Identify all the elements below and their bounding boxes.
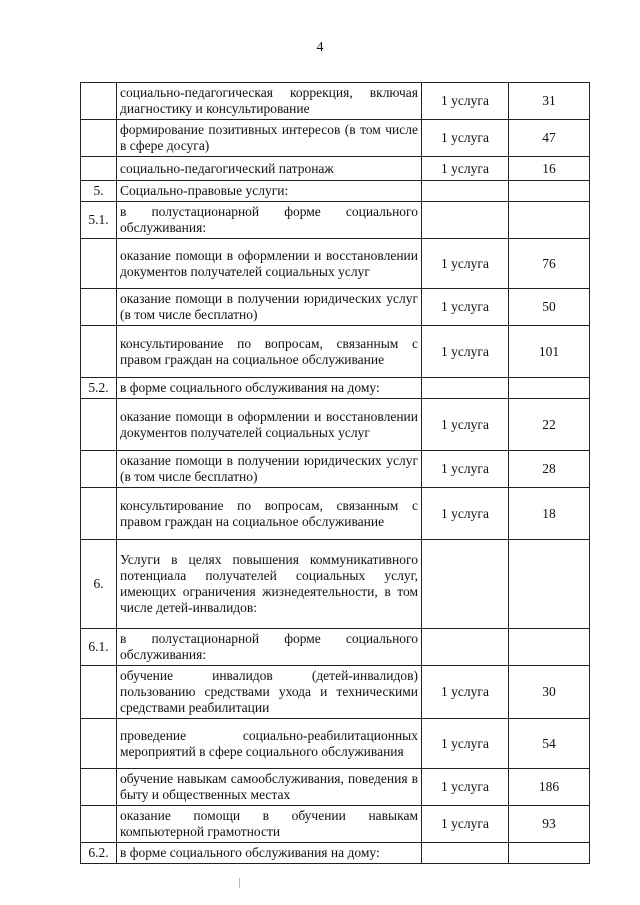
service-count [509,629,590,666]
row-number [81,451,117,488]
unit-of-measure: 1 услуга [422,769,509,806]
unit-of-measure [422,843,509,864]
row-number: 5.1. [81,202,117,239]
service-count [509,202,590,239]
service-count: 54 [509,719,590,769]
unit-of-measure: 1 услуга [422,83,509,120]
unit-of-measure: 1 услуга [422,488,509,540]
service-description: в полустационарной форме социального обслуживания: [117,202,422,239]
unit-of-measure: 1 услуга [422,399,509,451]
row-number [81,120,117,157]
page-number: 4 [316,40,324,55]
service-description: оказание помощи в получении юридических услуг (в том числе бесплатно) [117,451,422,488]
service-count: 16 [509,157,590,181]
table-row [81,769,590,806]
service-count: 28 [509,451,590,488]
service-description: формирование позитивных интересов (в том числе в сфере досуга) [117,120,422,157]
row-number [81,488,117,540]
table-row [81,289,590,326]
service-count [509,540,590,629]
table-row [81,83,590,120]
table-row [81,719,590,769]
unit-of-measure: 1 услуга [422,451,509,488]
unit-of-measure: 1 услуга [422,719,509,769]
table-row [81,629,590,666]
service-count: 76 [509,239,590,289]
table-row [81,488,590,540]
service-description: в форме социального обслуживания на дому: [117,843,422,864]
service-count [509,843,590,864]
table-row [81,378,590,399]
service-description: консультирование по вопросам, связанным с правом граждан на социальное обслуживание [117,488,422,540]
service-description: социально-педагогический патронаж [117,157,422,181]
unit-of-measure: 1 услуга [422,289,509,326]
unit-of-measure: 1 услуга [422,326,509,378]
service-count: 31 [509,83,590,120]
row-number: 6. [81,540,117,629]
service-count: 30 [509,666,590,719]
row-number [81,157,117,181]
table-row [81,120,590,157]
service-count: 50 [509,289,590,326]
service-description: проведение социально-реабилитационных мероприятий в сфере социального обслуживания [117,719,422,769]
table-row [81,843,590,864]
row-number [81,719,117,769]
scan-artifact [239,878,240,888]
table-row [81,666,590,719]
table-row [81,540,590,629]
service-count [509,181,590,202]
service-description: в форме социального обслуживания на дому: [117,378,422,399]
row-number [81,399,117,451]
unit-of-measure [422,629,509,666]
row-number [81,326,117,378]
service-description: обучение инвалидов (детей-инвалидов) пользованию средствами ухода и техническими средствами реабилитации [117,666,422,719]
service-count: 22 [509,399,590,451]
row-number: 5. [81,181,117,202]
row-number: 6.1. [81,629,117,666]
unit-of-measure: 1 услуга [422,806,509,843]
table-row [81,451,590,488]
unit-of-measure [422,202,509,239]
row-number [81,769,117,806]
services-table [80,82,590,864]
service-count: 186 [509,769,590,806]
table-row [81,326,590,378]
row-number [81,806,117,843]
service-description: консультирование по вопросам, связанным с правом граждан на социальное обслуживание [117,326,422,378]
service-description: социально-педагогическая коррекция, включая диагностику и консультирование [117,83,422,120]
row-number: 6.2. [81,843,117,864]
service-description: оказание помощи в оформлении и восстановлении документов получателей социальных услуг [117,239,422,289]
row-number [81,289,117,326]
row-number [81,83,117,120]
service-description: оказание помощи в получении юридических услуг (в том числе бесплатно) [117,289,422,326]
service-count [509,378,590,399]
unit-of-measure: 1 услуга [422,239,509,289]
service-description: оказание помощи в оформлении и восстановлении документов получателей социальных услуг [117,399,422,451]
service-description: Социально-правовые услуги: [117,181,422,202]
row-number: 5.2. [81,378,117,399]
unit-of-measure [422,378,509,399]
service-count: 101 [509,326,590,378]
table-row [81,157,590,181]
unit-of-measure: 1 услуга [422,120,509,157]
service-description: Услуги в целях повышения коммуникативного потенциала получателей социальных услуг, имеющих ограничения жизнедеятельности, в том числе детей-инвалидов: [117,540,422,629]
service-description: в полустационарной форме социального обслуживания: [117,629,422,666]
row-number [81,666,117,719]
table-row [81,181,590,202]
services-table-body [81,83,590,864]
table-row [81,202,590,239]
service-count: 47 [509,120,590,157]
unit-of-measure: 1 услуга [422,666,509,719]
service-count: 18 [509,488,590,540]
service-count: 93 [509,806,590,843]
table-row [81,239,590,289]
row-number [81,239,117,289]
table-row [81,399,590,451]
unit-of-measure [422,181,509,202]
unit-of-measure [422,540,509,629]
service-description: обучение навыкам самообслуживания, поведения в быту и общественных местах [117,769,422,806]
table-row [81,806,590,843]
unit-of-measure: 1 услуга [422,157,509,181]
service-description: оказание помощи в обучении навыкам компьютерной грамотности [117,806,422,843]
